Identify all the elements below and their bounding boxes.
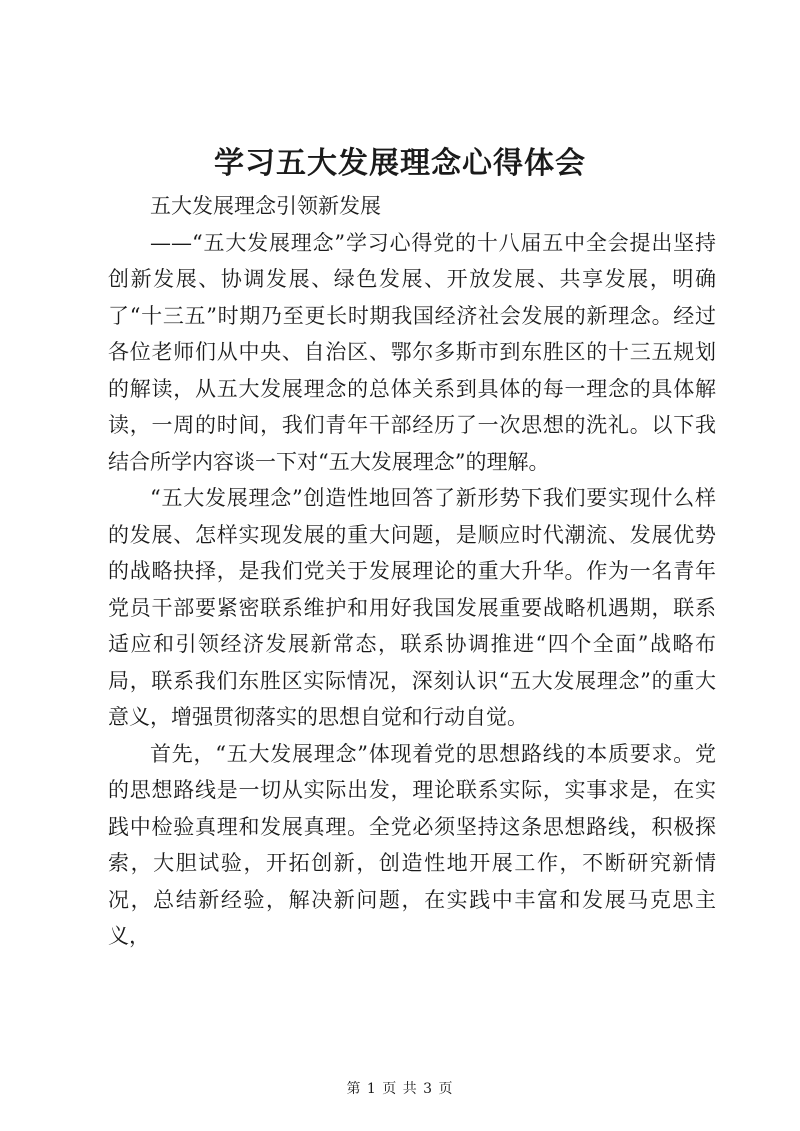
body-paragraph-2: “五大发展理念”创造性地回答了新形势下我们要实现什么样的发展、怎样实现发展的重大问题，是顺应时代潮流、发展优势的战略抉择，是我们党关于发展理论的重大升华。作为一名青年党员干部要紧密联系维护和用好我国发展重要战略机遇期，联系适应和引领经济发展新常态，联系协调推进“四个全面”战略布局，联系我们东胜区实际情况，深刻认识“五大发展理念”的重大意义，增强贯彻落实的思想自觉和行动自觉。 bbox=[108, 486, 716, 729]
body-paragraph-3: 首先，“五大发展理念”体现着党的思想路线的本质要求。党的思想路线是一切从实际出发，理论联系实际，实事求是，在实践中检验真理和发展真理。全党必须坚持这条思想路线，积极探索，大胆试验，开拓创新，创造性地开展工作，不断研究新情况，总结新经验，解决新问题，在实践中丰富和发展马克思主义， bbox=[108, 741, 716, 948]
body-paragraph-1: ——“五大发展理念”学习心得党的十八届五中全会提出坚持创新发展、协调发展、绿色发展、开放发展、共享发展，明确了“十三五”时期乃至更长时期我国经济社会发展的新理念。经过各位老师们从中央、自治区、鄂尔多斯市到东胜区的十三五规划的解读，从五大发展理念的总体关系到具体的每一理念的具体解读，一周的时间，我们青年干部经历了一次思想的洗礼。以下我结合所学内容谈一下对“五大发展理念”的理解。 bbox=[108, 230, 716, 474]
subtitle-paragraph: 五大发展理念引领新发展 bbox=[150, 194, 381, 218]
page-footer: 第 1 页 共 3 页 bbox=[346, 1081, 454, 1097]
document-title: 学习五大发展理念心得体会 bbox=[214, 146, 586, 181]
document-body bbox=[108, 188, 716, 955]
